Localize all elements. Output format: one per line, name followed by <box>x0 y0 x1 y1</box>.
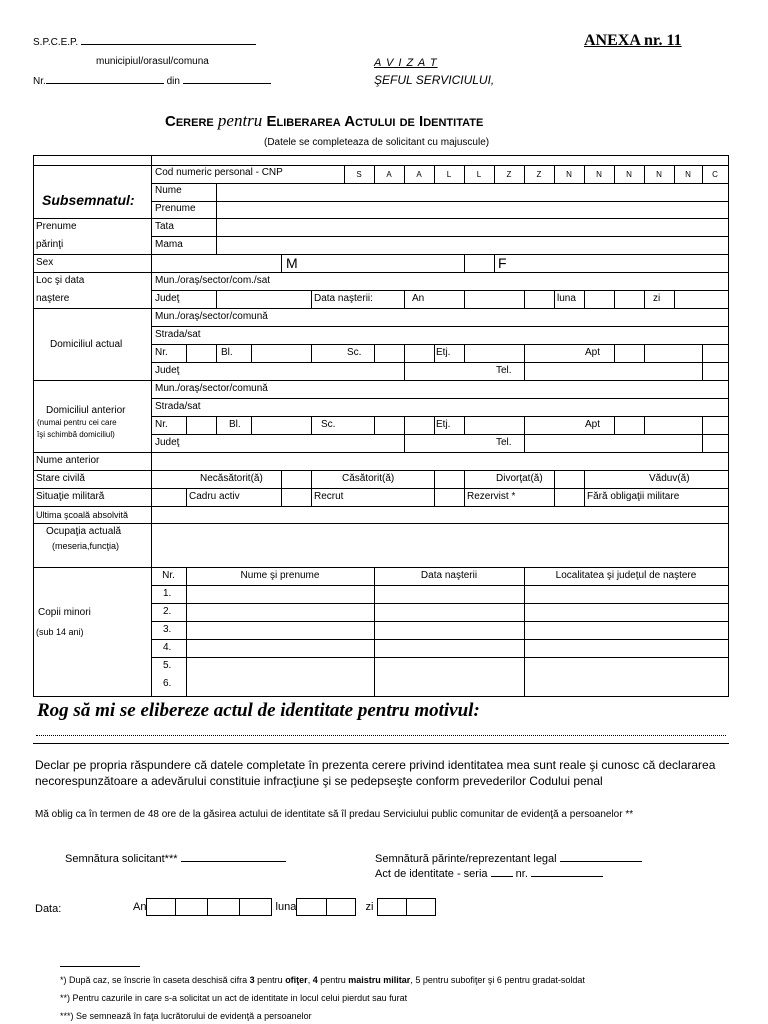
sex-f-label: F <box>498 255 507 271</box>
data-luna-label: luna <box>275 900 297 913</box>
identity-form <box>33 155 729 697</box>
actual-localitate-label: Mun./oraş/sector/comună <box>155 311 268 322</box>
anterior-et-label: Etj. <box>436 419 451 430</box>
actual-nr-label: Nr. <box>155 347 168 358</box>
sef-label: ŞEFUL SERVICIULUI, <box>374 73 495 87</box>
divortat-label: Divorţat(ă) <box>496 473 543 484</box>
anexa-title: ANEXA nr. 11 <box>584 32 682 49</box>
prenume-parinti-label-1: Prenume <box>36 221 77 232</box>
actual-et-label: Etj. <box>436 347 451 358</box>
copii-header-data: Data naşterii <box>420 570 478 581</box>
zi-label: zi <box>653 293 661 304</box>
nume-label: Nume <box>155 185 182 196</box>
copii-header-nume: Nume şi prenume <box>240 570 320 581</box>
actual-strada-label: Strada/sat <box>155 329 201 340</box>
motiv-heading: Rog să mi se elibereze actul de identitate pentru motivul: <box>37 700 480 721</box>
domiciliul-anterior-label: Domiciliul anterior <box>46 405 126 416</box>
cadru-activ-label: Cadru activ <box>189 491 240 502</box>
casatorit-label: Căsătorit(ă) <box>342 473 395 484</box>
cnp-letter: L <box>476 170 482 179</box>
recrut-label: Recrut <box>314 491 344 502</box>
loc-data-label-1: Loc şi data <box>36 275 85 286</box>
subsemnatul-label: Subsemnatul: <box>42 192 135 208</box>
copii-row-5: 5. <box>163 660 172 671</box>
rezervist-label: Rezervist * <box>467 491 516 502</box>
anterior-judet-label: Judeţ <box>155 437 180 448</box>
fara-obligatii-label: Fără obligaţii militare <box>587 491 680 502</box>
data-zi-label: zi <box>365 900 374 913</box>
footnote-divider <box>60 966 140 967</box>
avizat-label: A V I Z A T <box>374 57 438 69</box>
anterior-sc-label: Sc. <box>321 419 336 430</box>
copii-row-1: 1. <box>163 588 172 599</box>
nastere-localitate-label: Mun./oraş/sector/com./sat <box>155 275 271 286</box>
anterior-note-1: (numai pentru cei care <box>37 418 117 427</box>
anterior-nr-label: Nr. <box>155 419 168 430</box>
copii-row-3: 3. <box>163 624 172 635</box>
tata-label: Tata <box>155 221 174 232</box>
necasatorit-label: Necăsătorit(ă) <box>200 473 263 484</box>
cnp-letter: N <box>596 170 602 179</box>
motiv-divider <box>33 743 729 744</box>
cnp-letter: N <box>685 170 691 179</box>
cnp-letter: A <box>416 170 422 179</box>
cnp-letter: N <box>626 170 632 179</box>
domiciliul-actual-label: Domiciliul actual <box>50 339 123 350</box>
ultima-scoala-label: Ultima şcoală absolvită <box>36 510 129 520</box>
loc-data-label-2: naştere <box>36 293 70 304</box>
act-identitate-line: Act de identitate - seria nr. <box>375 868 603 880</box>
copii-header-localitate: Localitatea şi judeţul de naştere <box>555 570 697 581</box>
page-title: Cerere pentru Eliberarea Actului de Identitate <box>165 111 484 130</box>
anterior-tel-label: Tel. <box>496 437 512 448</box>
copii-header-nr: Nr. <box>162 570 175 581</box>
nr-din-line: Nr. din <box>33 76 271 87</box>
cnp-letter: N <box>656 170 662 179</box>
anterior-apt-label: Apt <box>585 419 601 430</box>
actual-sc-label: Sc. <box>347 347 362 358</box>
copii-row-4: 4. <box>163 642 172 653</box>
data-boxes[interactable] <box>133 898 436 916</box>
motiv-dotted-line[interactable] <box>36 735 726 736</box>
cnp-letter: C <box>712 170 718 179</box>
cnp-letter: N <box>566 170 572 179</box>
anterior-strada-label: Strada/sat <box>155 401 201 412</box>
cnp-letter: L <box>446 170 452 179</box>
sex-m-label: M <box>286 255 298 271</box>
mama-label: Mama <box>155 239 183 250</box>
nume-anterior-label: Nume anterior <box>36 455 100 466</box>
actual-tel-label: Tel. <box>496 365 512 376</box>
semnatura-solicitant: Semnătura solicitant*** <box>65 853 286 865</box>
actual-bl-label: Bl. <box>221 347 233 358</box>
spcep-label: S.P.C.E.P. <box>33 37 256 48</box>
data-label: Data: <box>35 903 62 915</box>
stare-civila-label: Stare civilă <box>36 473 85 484</box>
actual-judet-label: Judeţ <box>155 365 180 376</box>
nastere-judet-label: Judeţ <box>155 293 180 304</box>
obligatie-text: Mă oblig ca în termen de 48 ore de la găsirea actului de identitate să îl predau Serviciului public comunitar de evidenţă a persoanelor ** <box>35 809 634 820</box>
data-an-label: An <box>133 900 147 913</box>
luna-label: luna <box>557 293 576 304</box>
cnp-label: Cod numeric personal - CNP <box>155 167 283 178</box>
cnp-letter: Z <box>536 170 542 179</box>
anterior-bl-label: Bl. <box>229 419 241 430</box>
copii-minori-label: Copii minori <box>38 607 91 618</box>
cnp-letter: Z <box>506 170 512 179</box>
situatie-militara-label: Situaţie militară <box>36 491 105 502</box>
sex-label: Sex <box>36 257 54 268</box>
subtitle: (Datele se completeaza de solicitant cu majuscule) <box>264 137 490 148</box>
copii-row-6: 6. <box>163 678 172 689</box>
copii-row-2: 2. <box>163 606 172 617</box>
vaduv-label: Văduv(ă) <box>649 473 690 484</box>
actual-apt-label: Apt <box>585 347 601 358</box>
cnp-letter: S <box>356 170 362 179</box>
ocupatia-label-2: (meseria,funcţia) <box>52 541 120 551</box>
anterior-localitate-label: Mun./oraş/sector/comună <box>155 383 268 394</box>
sub14-label: (sub 14 ani) <box>36 627 84 637</box>
municipiu-label: municipiul/orasul/comuna <box>96 56 209 67</box>
footnote-3: ***) Se semnează în faţa lucrătorului de evidenţă a persoanelor <box>60 1011 312 1021</box>
footnote-1: *) După caz, se înscrie în caseta deschisă cifra 3 pentru ofiţer, 4 pentru maistru militar, 5 pentru subofiţer şi 6 pentru gradat-soldat <box>60 975 585 985</box>
ocupatia-label-1: Ocupaţia actuală <box>46 526 122 537</box>
an-label: An <box>412 293 425 304</box>
cnp-letter: A <box>386 170 392 179</box>
footnote-2: **) Pentru cazurile in care s-a solicitat un act de identitate in locul celui pierdut sau furat <box>60 993 408 1003</box>
prenume-label: Prenume <box>155 203 196 214</box>
prenume-parinti-label-2: părinţi <box>36 239 64 250</box>
declaratie-text: Declar pe propria răspundere că datele completate în prezenta cerere privind identitatea mea sunt reale şi cunosc că declararea necorespunzătoare a adevărului constituie infracţiune şi se pedepseşte conform prevederilor Codului penal <box>35 758 716 788</box>
anterior-note-2: îşi schimbă domiciliul) <box>37 430 115 439</box>
semnatura-parinte: Semnătură părinte/reprezentant legal <box>375 853 642 865</box>
data-nasterii-label: Data naşterii: <box>314 293 373 304</box>
